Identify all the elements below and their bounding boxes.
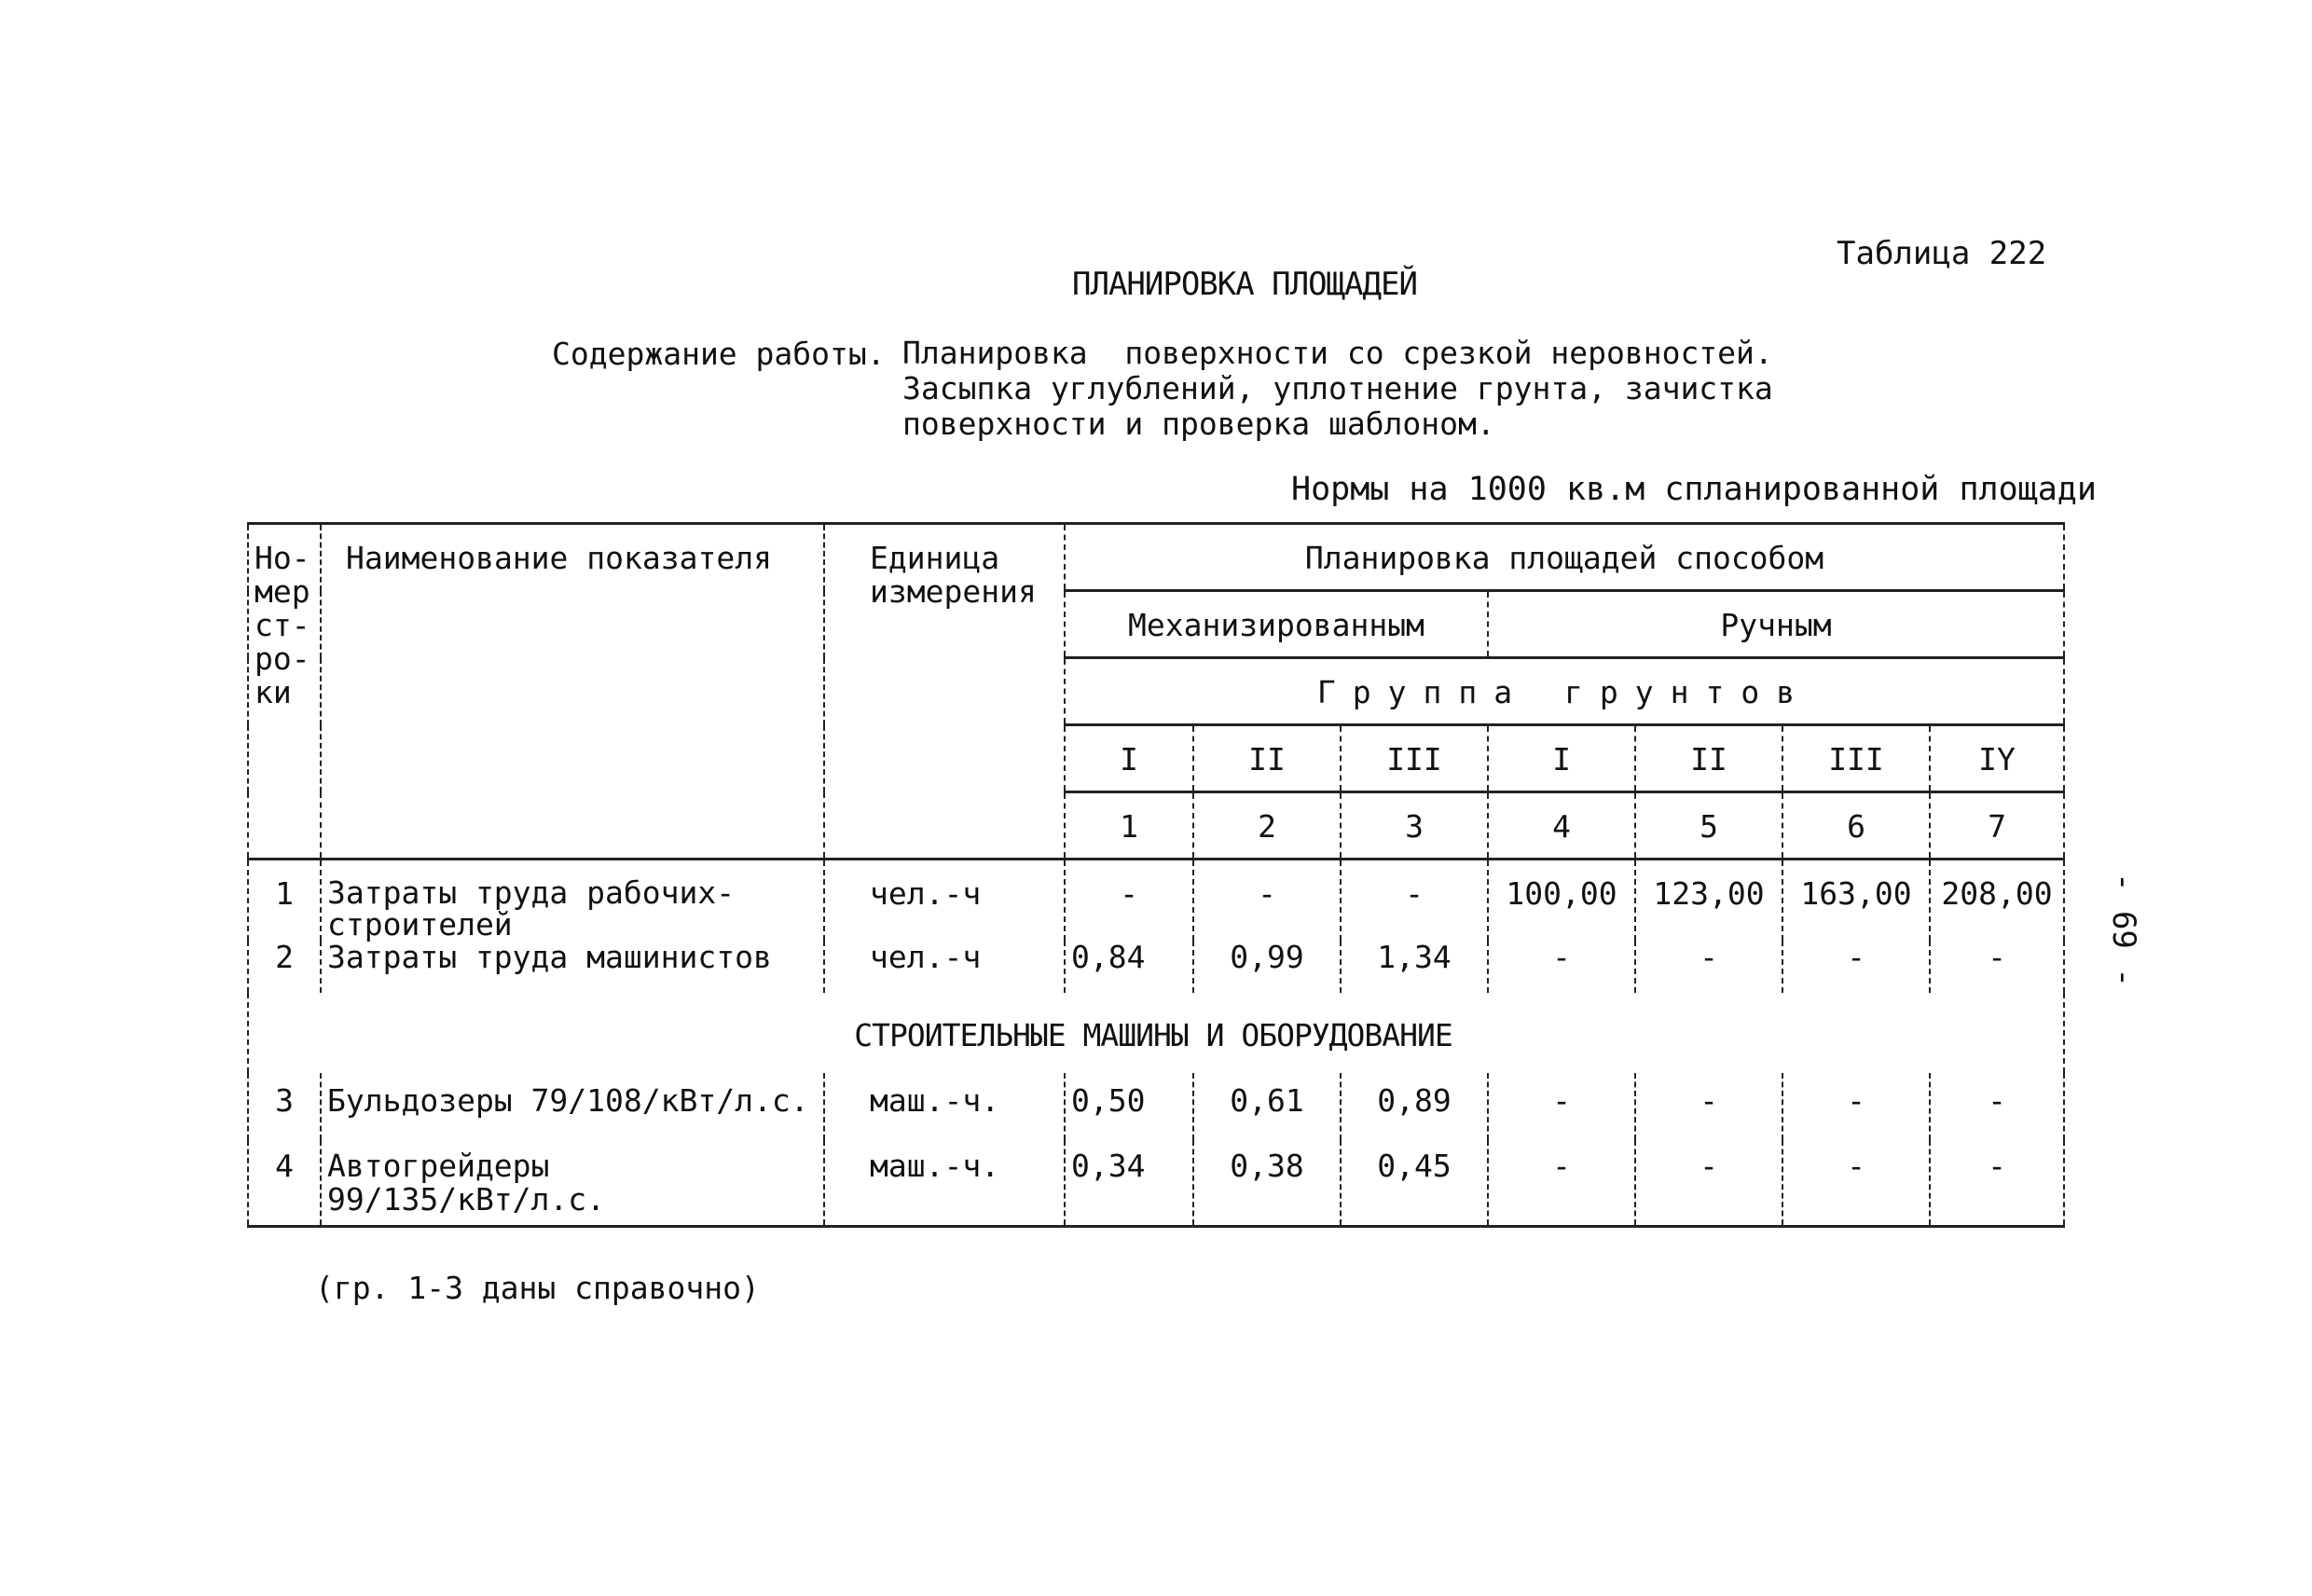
column-number: 3 [1341, 792, 1488, 860]
row-value: 0,89 [1341, 1073, 1488, 1140]
row-value: 0,99 [1193, 941, 1341, 993]
group-label: I [1065, 725, 1193, 792]
row-value: 1,34 [1341, 941, 1488, 993]
table-row [248, 1140, 2064, 1226]
row-unit: чел.-ч [824, 941, 1065, 993]
row-value: 100,00 [1488, 860, 1635, 942]
header-manual: Ручным [1488, 591, 2064, 658]
section-title: СТРОИТЕЛЬНЫЕ МАШИНЫ И ОБОРУДОВАНИЕ [248, 993, 2064, 1073]
row-value: - [1635, 1140, 1782, 1226]
row-number: 1 [248, 860, 321, 942]
row-indicator-name: Автогрейдеры 99/135/кВт/л.с. [321, 1140, 824, 1226]
header-unit: Единица измерения [824, 524, 1065, 860]
row-value: - [1065, 860, 1193, 942]
table-number-label: Таблица 222 [1837, 235, 2047, 272]
row-value: - [1930, 1140, 2064, 1226]
header-mechanized: Механизированным [1065, 591, 1488, 658]
group-label: I [1488, 725, 1635, 792]
group-label: IY [1930, 725, 2064, 792]
row-value: 0,84 [1065, 941, 1193, 993]
group-label: II [1635, 725, 1782, 792]
column-number: 4 [1488, 792, 1635, 860]
row-value: - [1930, 941, 2064, 993]
column-number: 2 [1193, 792, 1341, 860]
row-value: - [1193, 860, 1341, 942]
row-value: 163,00 [1782, 860, 1930, 942]
row-value: - [1782, 1140, 1930, 1226]
row-value: - [1782, 1073, 1930, 1140]
page-number: - 69 - [2105, 873, 2142, 987]
header-method: Планировка площадей способом [1065, 524, 2064, 591]
row-number: 3 [248, 1073, 321, 1140]
work-line-1: Планировка поверхности со срезкой неровностей. [902, 335, 1773, 371]
header-indicator-name: Наименование показателя [321, 524, 824, 860]
row-value: 123,00 [1635, 860, 1782, 942]
row-value: 208,00 [1930, 860, 2064, 942]
column-number: 1 [1065, 792, 1193, 860]
group-label: III [1782, 725, 1930, 792]
footnote: (гр. 1-3 даны справочно) [315, 1270, 760, 1306]
row-unit: маш.-ч. [824, 1140, 1065, 1226]
column-number: 7 [1930, 792, 2064, 860]
row-indicator-name: Затраты труда машинистов [321, 941, 824, 993]
row-value: - [1635, 1073, 1782, 1140]
work-line-3: поверхности и проверка шаблоном. [902, 406, 1495, 442]
header-soil-group: Группа грунтов [1065, 658, 2064, 725]
norms-caption: Нормы на 1000 кв.м спланированной площади [1291, 471, 2097, 508]
column-number: 5 [1635, 792, 1782, 860]
row-unit: чел.-ч [824, 860, 1065, 942]
group-label: II [1193, 725, 1341, 792]
section-row [248, 993, 2064, 1073]
group-label: III [1341, 725, 1488, 792]
row-value: - [1488, 941, 1635, 993]
work-line-2: Засыпка углублений, уплотнение грунта, зачистка [902, 370, 1773, 406]
row-value: - [1488, 1140, 1635, 1226]
work-content-label: Содержание работы. [552, 336, 886, 372]
row-value: 0,50 [1065, 1073, 1193, 1140]
table-row [248, 1073, 2064, 1140]
header-row-number: Но- мер ст- ро- ки [248, 524, 321, 860]
row-value: 0,45 [1341, 1140, 1488, 1226]
page-title: ПЛАНИРОВКА ПЛОЩАДЕЙ [1072, 266, 1417, 303]
table-row [248, 860, 2064, 942]
row-indicator-name: Бульдозеры 79/108/кВт/л.с. [321, 1073, 824, 1140]
row-number: 2 [248, 941, 321, 993]
row-indicator-name: Затраты труда рабочих- строителей [321, 860, 824, 942]
row-value: - [1635, 941, 1782, 993]
work-content-description [902, 336, 1773, 442]
row-value: - [1488, 1073, 1635, 1140]
row-value: - [1341, 860, 1488, 942]
row-value: 0,61 [1193, 1073, 1341, 1140]
row-unit: маш.-ч. [824, 1073, 1065, 1140]
row-number: 4 [248, 1140, 321, 1226]
table-row [248, 941, 2064, 993]
row-value: 0,38 [1193, 1140, 1341, 1226]
row-value: - [1782, 941, 1930, 993]
column-number: 6 [1782, 792, 1930, 860]
norms-table [247, 522, 2065, 1228]
row-value: - [1930, 1073, 2064, 1140]
row-value: 0,34 [1065, 1140, 1193, 1226]
